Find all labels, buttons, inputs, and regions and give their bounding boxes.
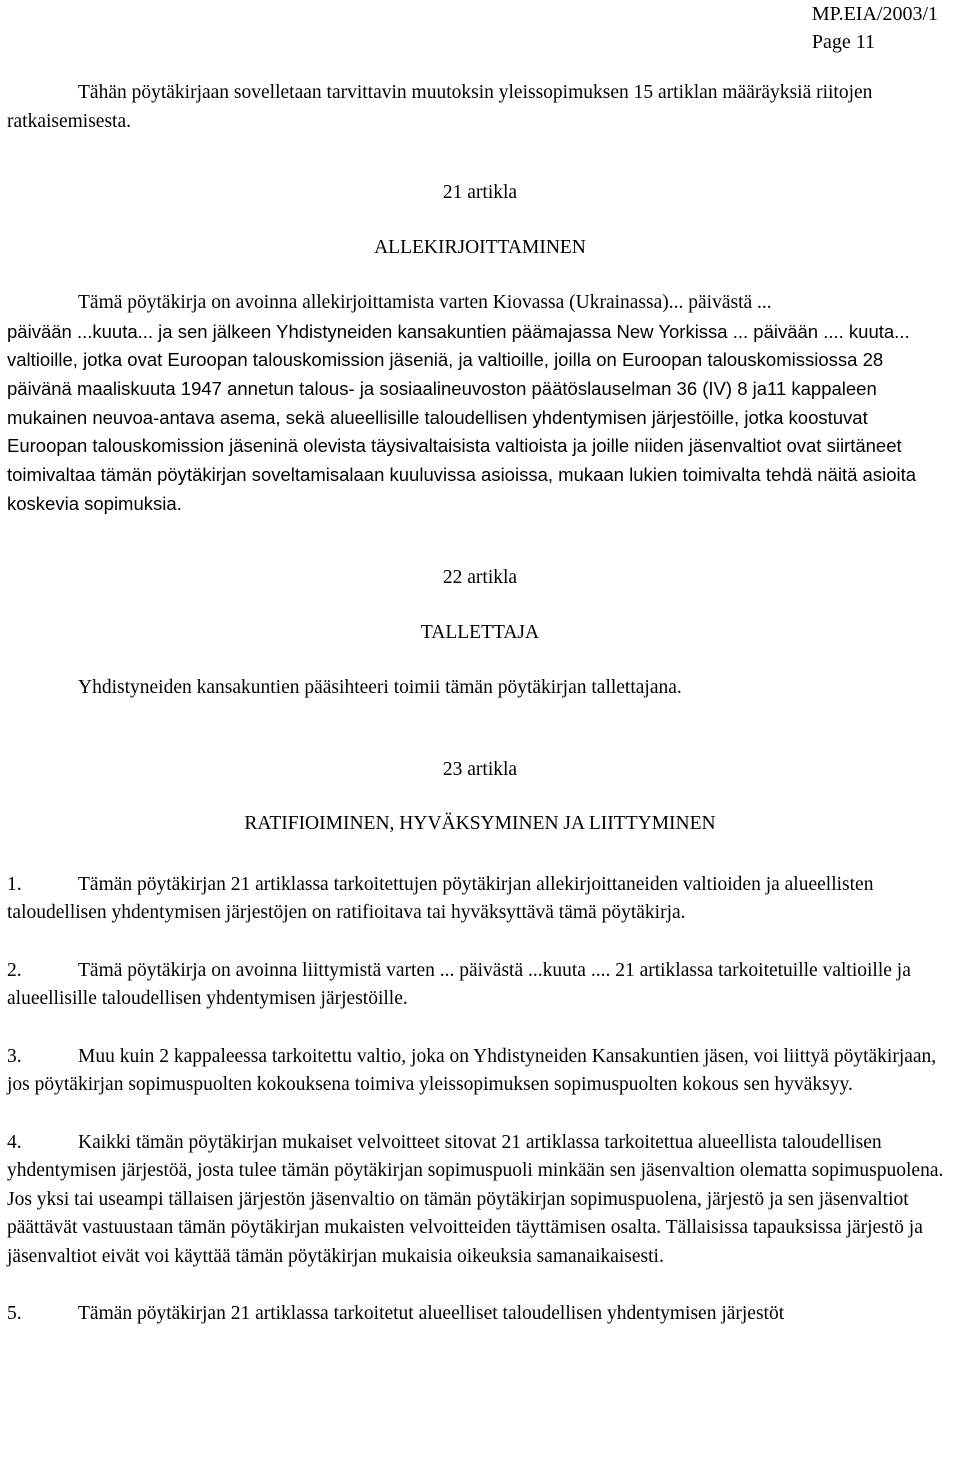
article-23-title: 23 artikla	[442, 758, 518, 780]
article-23-item-5	[7, 1300, 953, 1329]
item-text: Tämä pöytäkirja on avoinna liittymistä varten ... päivästä ...kuuta .... 21 artiklassa tarkoitetuille valtioille ja alueellisille taloudellisen yhdentymisen järjestöille.	[7, 959, 911, 1010]
item-number: 4.	[7, 1131, 22, 1153]
article-22-text: Yhdistyneiden kansakuntien pääsihteeri toimii tämän pöytäkirjan tallettajana.	[78, 677, 682, 699]
article-21-heading: ALLEKIRJOITTAMINEN	[374, 236, 586, 258]
intro-paragraph: Tähän pöytäkirjaan sovelletaan tarvittavin muutoksin yleissopimuksen 15 artiklan määräyksiä riitojen ratkaisemisesta.	[7, 82, 873, 132]
article-21-paragraph	[7, 289, 953, 518]
article-23-item-3	[7, 1043, 953, 1100]
article-22-heading: TALLETTAJA	[420, 621, 540, 643]
article-23-item-1	[7, 871, 953, 928]
article-23-item-4	[7, 1129, 953, 1272]
item-number: 2.	[7, 959, 22, 981]
document-body	[7, 79, 953, 1329]
item-number: 1.	[7, 873, 22, 895]
article-22-title: 22 artikla	[442, 567, 518, 589]
page-header	[812, 0, 938, 56]
article-21-title: 21 artikla	[442, 182, 518, 203]
item-number: 5.	[7, 1303, 22, 1325]
document-id: MP.EIA/2003/1	[811, 3, 938, 25]
page-number: Page 11	[811, 31, 876, 53]
article-23-item-2	[7, 957, 953, 1014]
article-23-heading: RATIFIOIMINEN, HYVÄKSYMINEN JA LIITTYMINEN	[244, 813, 716, 835]
item-text: Tämän pöytäkirjan 21 artiklassa tarkoitettujen pöytäkirjan allekirjoittaneiden valtioiden ja alueellisten taloudellisen yhdentymisen järjestöjen on ratifioitava tai hyväksyttävä tämä pöytäkirja.	[7, 873, 874, 924]
article-21-text: päivään ...kuuta... ja sen jälkeen Yhdistyneiden kansakuntien päämajassa New Yorkissa ... päivään .... kuuta... valtioille, jotka ovat Euroopan talouskomission jäseniä, ja valtioille, joilla on Euroopan talouskomissiossa 28 päivänä maaliskuuta 1947 annetun talous- ja sosiaalineuvoston päätöslauselman 36 (IV) 8 ja11 kappaleen mukainen neuvoa-antava asema, sekä alueellisille taloudellisen yhdentymisen järjestöille, jotka koostuvat Euroopan talouskomission jäseninä olevista täysivaltaisista valtioista ja joille niiden jäsenvaltiot ovat siirtäneet toimivaltaa tämän pöytäkirjan soveltamisalaan kuuluvissa asioissa, mukaan lukien toimivalta tehdä näitä asioita koskevia sopimuksia.	[7, 320, 917, 514]
article-21-text-first-line: Tämä pöytäkirja on avoinna allekirjoittamista varten Kiovassa (Ukrainassa)... päivästä ...	[78, 292, 772, 313]
item-number: 3.	[7, 1045, 22, 1067]
item-text: Tämän pöytäkirjan 21 artiklassa tarkoitetut alueelliset taloudellisen yhdentymisen järjestöt	[78, 1303, 785, 1325]
item-text: Kaikki tämän pöytäkirjan mukaiset velvoitteet sitovat 21 artiklassa tarkoitettua alueellista taloudellisen yhdentymisen järjestöä, josta tulee tämän pöytäkirjan sopimuspuoli minkään sen jäsenvaltion olematta sopimuspuolena. Jos yksi tai useampi tällaisen järjestön jäsenvaltio on tämän pöytäkirjan sopimuspuolena, järjestö ja sen jäsenvaltiot päättävät vastuustaan tämän pöytäkirjan mukaisten velvoitteiden täyttämisen osalta. Tällaisissa tapauksissa järjestö ja jäsenvaltiot eivät voi käyttää tämän pöytäkirjan mukaisia oikeuksia samanaikaisesti.	[7, 1131, 944, 1267]
item-text: Muu kuin 2 kappaleessa tarkoitettu valtio, joka on Yhdistyneiden Kansakuntien jäsen, voi liittyä pöytäkirjaan, jos pöytäkirjan sopimuspuolten kokouksena toimiva yleissopimuksen sopimuspuolten kokous sen hyväksyy.	[7, 1045, 937, 1096]
